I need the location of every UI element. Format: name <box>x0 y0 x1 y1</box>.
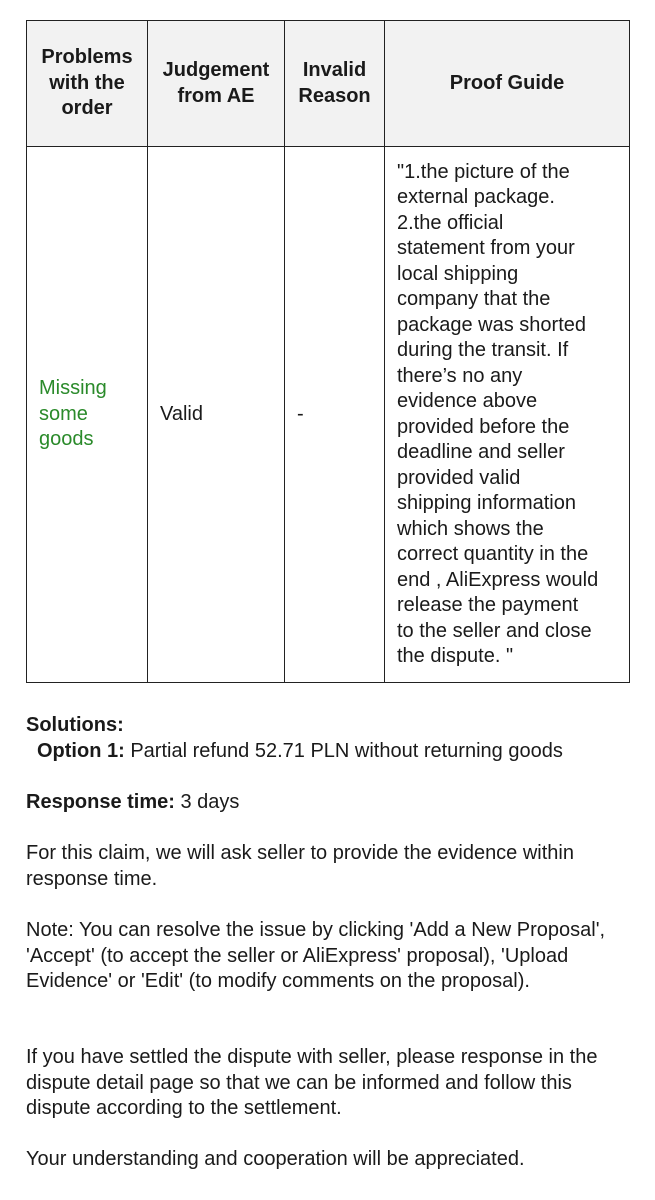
table-header-row <box>27 21 630 147</box>
header-judgement: Judgement from AE <box>148 21 285 147</box>
closing-paragraph: Your understanding and cooperation will be appreciated. <box>26 1148 525 1170</box>
header-proof-guide: Proof Guide <box>385 21 630 147</box>
response-time-value: 3 days <box>174 791 240 813</box>
judgement-cell: Valid <box>148 147 285 683</box>
proof-line: local shipping <box>397 262 519 285</box>
header-invalid-reason: Invalid Reason <box>285 21 385 147</box>
proof-line: end , AliExpress would <box>397 568 599 591</box>
proof-line: release the payment <box>397 594 579 616</box>
dispute-table <box>26 20 630 683</box>
proof-line: shipping information <box>397 492 576 514</box>
response-time <box>26 790 631 816</box>
proof-line: company that the <box>397 288 551 310</box>
problem-cell: Missing some goods <box>27 147 148 683</box>
proof-line: provided before the <box>397 415 570 438</box>
proof-line: statement from your <box>397 237 575 259</box>
proof-line: evidence above <box>397 390 538 412</box>
proof-line: to the seller and close <box>397 619 592 642</box>
proof-line: external package. <box>397 186 555 208</box>
settled-paragraph: If you have settled the dispute with seller, please response in the dispute detail page so that we can be informed and follow this dispute according to the settlement. <box>26 1046 598 1119</box>
proof-line: which shows the <box>397 517 544 540</box>
note-paragraph: Note: You can resolve the issue by clicking 'Add a New Proposal', 'Accept' (to accept the seller or AliExpress' proposal), 'Upload Evidence' or 'Edit' (to modify comments on the proposal). <box>26 919 606 992</box>
solutions-section <box>26 713 631 764</box>
proof-line: package was shorted <box>397 313 587 336</box>
proof-line: "1.the picture of the <box>397 160 570 183</box>
proof-line: during the transit. If <box>397 339 569 361</box>
invalid-reason-cell: - <box>285 147 385 683</box>
solutions-heading: Solutions: <box>26 714 124 736</box>
proof-line: deadline and seller <box>397 441 565 463</box>
header-problems: Problems with the order <box>27 21 148 147</box>
claim-paragraph: For this claim, we will ask seller to provide the evidence within response time. <box>26 842 574 890</box>
table-row <box>27 147 630 683</box>
option-text: Partial refund 52.71 PLN without returning goods <box>124 739 563 762</box>
proof-line: 2.the official <box>397 211 504 234</box>
response-time-label: Response time: <box>26 791 175 813</box>
proof-line: provided valid <box>397 466 521 489</box>
proof-line: there’s no any <box>397 364 523 387</box>
proof-guide-cell <box>385 147 630 683</box>
proof-line: correct quantity in the <box>397 543 589 565</box>
solution-option-1 <box>26 739 631 765</box>
option-label: Option 1: <box>37 739 125 762</box>
proof-line: the dispute. " <box>397 645 514 667</box>
